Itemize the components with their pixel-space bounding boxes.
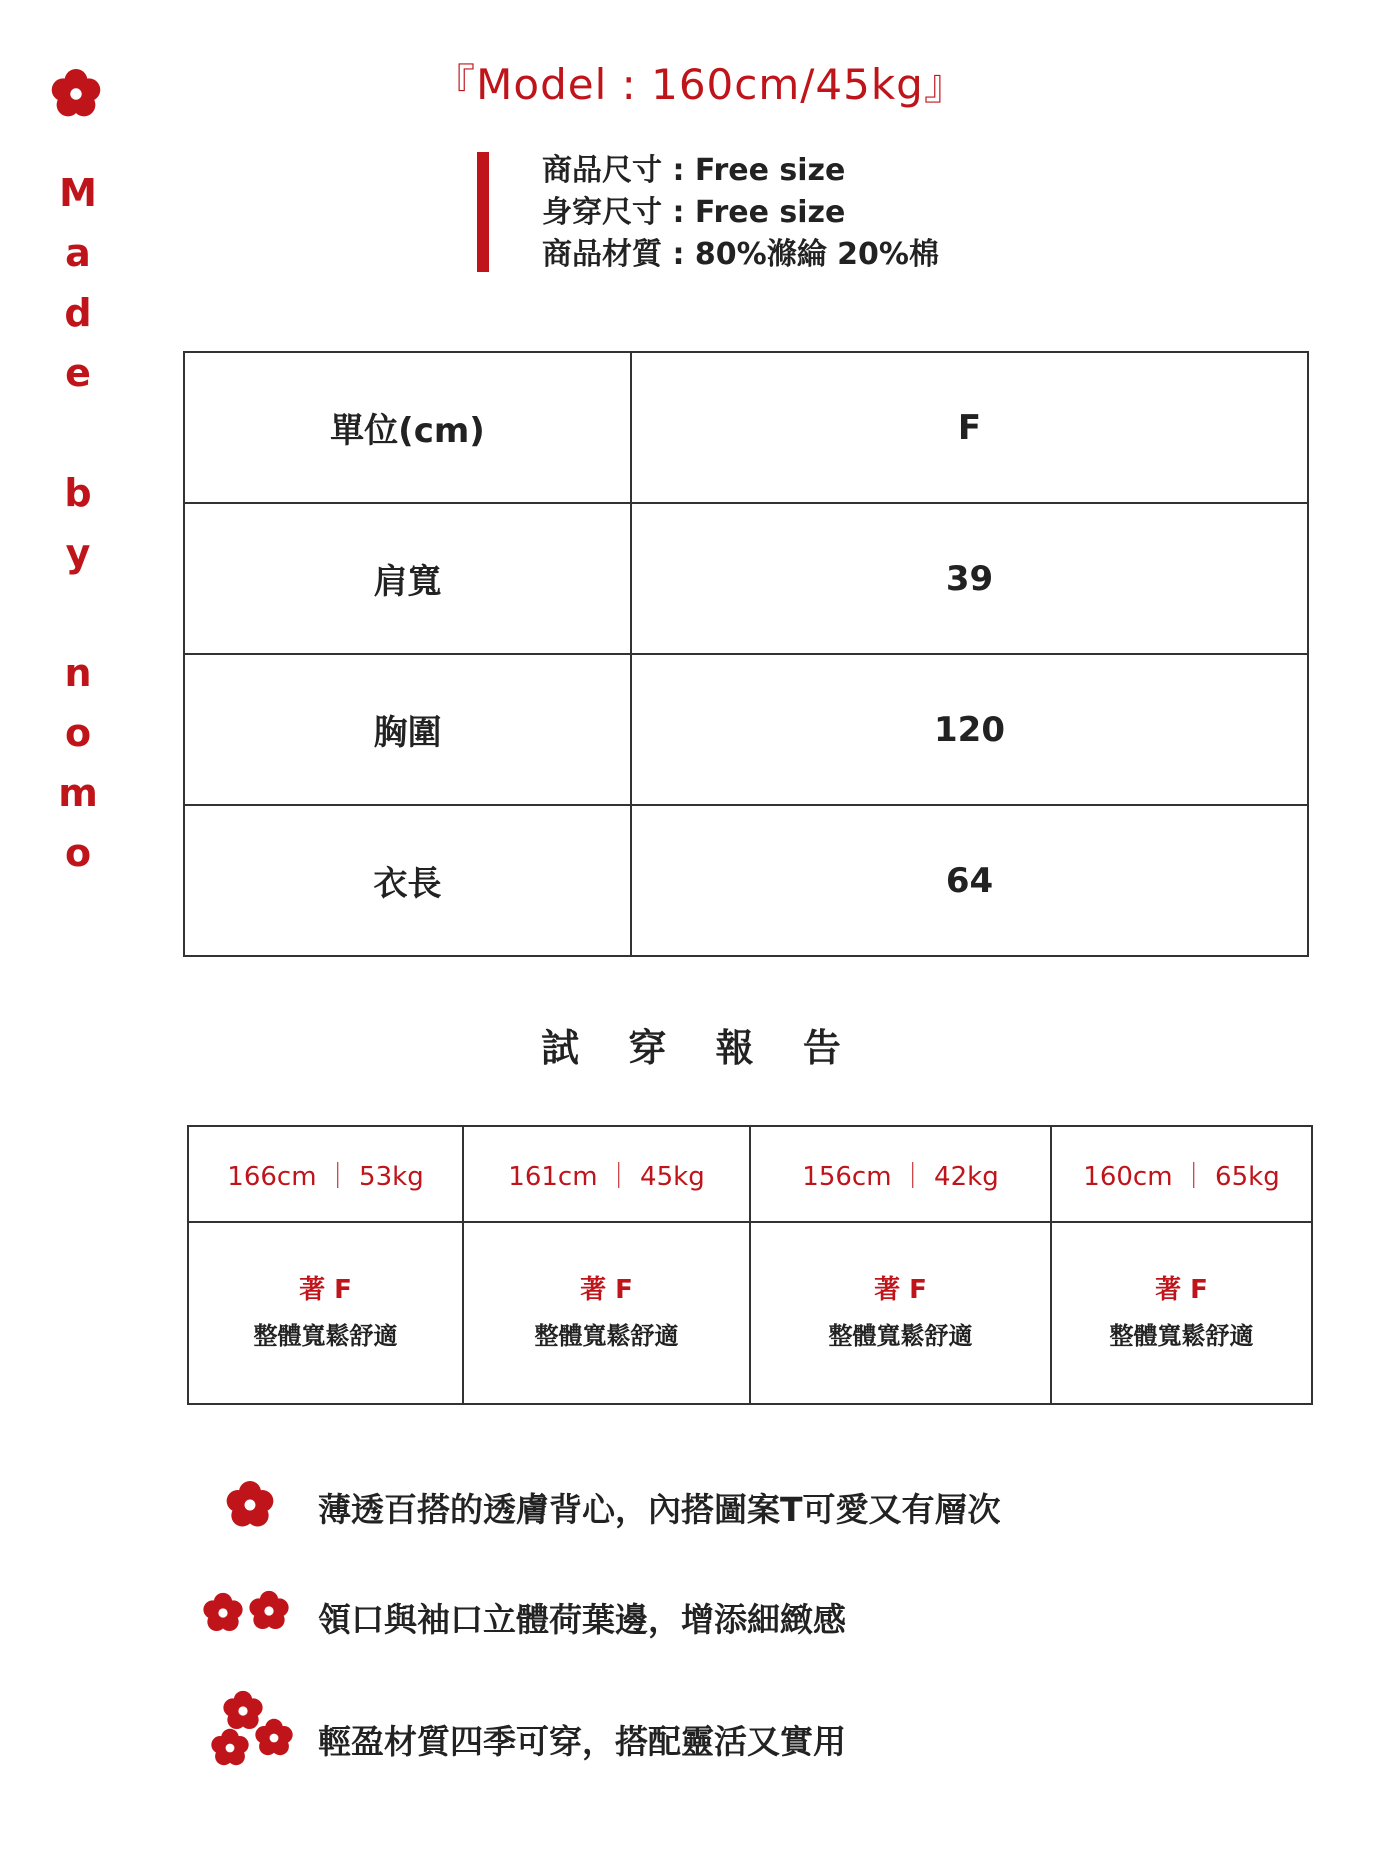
measure-label: 胸圍 [184,654,631,805]
brand-letter: d [64,291,92,335]
fit-size: 著 F [874,1275,927,1305]
product-info [542,150,1242,276]
table-row [184,503,1308,654]
accent-bar [477,152,489,272]
model-info: 『Model : 160cm/45kg』 [433,60,967,109]
brand-letter: o [64,831,92,875]
brand-letter: b [64,471,92,515]
measure-value: 120 [631,654,1308,805]
fit-stats: 166cm ｜ 53kg [188,1126,463,1222]
fit-note: 整體寬鬆舒適 [828,1322,973,1350]
fit-stats: 156cm ｜ 42kg [750,1126,1051,1222]
size-table [183,351,1309,957]
feature-text: 輕盈材質四季可穿，搭配靈活又實用 [318,1722,846,1761]
brand-letter: a [65,231,91,275]
measure-label: 肩寬 [184,503,631,654]
brand-letter: M [59,171,97,215]
unit-header: 單位(cm) [184,352,631,503]
fit-stats-row [188,1126,1312,1222]
measure-value: 39 [631,503,1308,654]
fit-result-row [188,1222,1312,1404]
brand-letter: y [65,531,91,575]
size-table-header [184,352,1308,503]
fit-stats: 161cm ｜ 45kg [463,1126,750,1222]
fit-note: 整體寬鬆舒適 [253,1322,398,1350]
fit-note: 整體寬鬆舒適 [1109,1322,1254,1350]
fit-size: 著 F [299,1275,352,1305]
product-size: 商品尺寸 : Free size [542,153,846,188]
size-header: F [631,352,1308,503]
brand-letter: m [58,771,98,815]
wear-size: 身穿尺寸 : Free size [542,195,846,230]
fit-report-title: 試 穿 報 告 [541,1026,859,1070]
flower-icon [225,1480,275,1530]
flower-icon [210,1728,250,1768]
fit-size: 著 F [1155,1275,1208,1305]
flower-icon [202,1592,244,1634]
feature-text: 領口與袖口立體荷葉邊，增添細緻感 [318,1600,846,1639]
brand-letter: e [65,351,91,395]
brand-letter: o [64,711,92,755]
feature-text: 薄透百搭的透膚背心，內搭圖案T可愛又有層次 [318,1490,1001,1529]
measure-value: 64 [631,805,1308,956]
table-row [184,654,1308,805]
flower-icon [248,1590,290,1632]
fit-result [1051,1222,1312,1404]
table-row [184,805,1308,956]
measure-label: 衣長 [184,805,631,956]
brand-letter: n [64,651,92,695]
fit-size: 著 F [580,1275,633,1305]
fit-result [463,1222,750,1404]
fit-note: 整體寬鬆舒適 [534,1322,679,1350]
fit-report-table [187,1125,1313,1405]
fit-result [188,1222,463,1404]
fit-stats: 160cm ｜ 65kg [1051,1126,1312,1222]
material: 商品材質 : 80%滌綸 20%棉 [542,237,939,272]
flower-icon [254,1718,294,1758]
fit-result [750,1222,1051,1404]
